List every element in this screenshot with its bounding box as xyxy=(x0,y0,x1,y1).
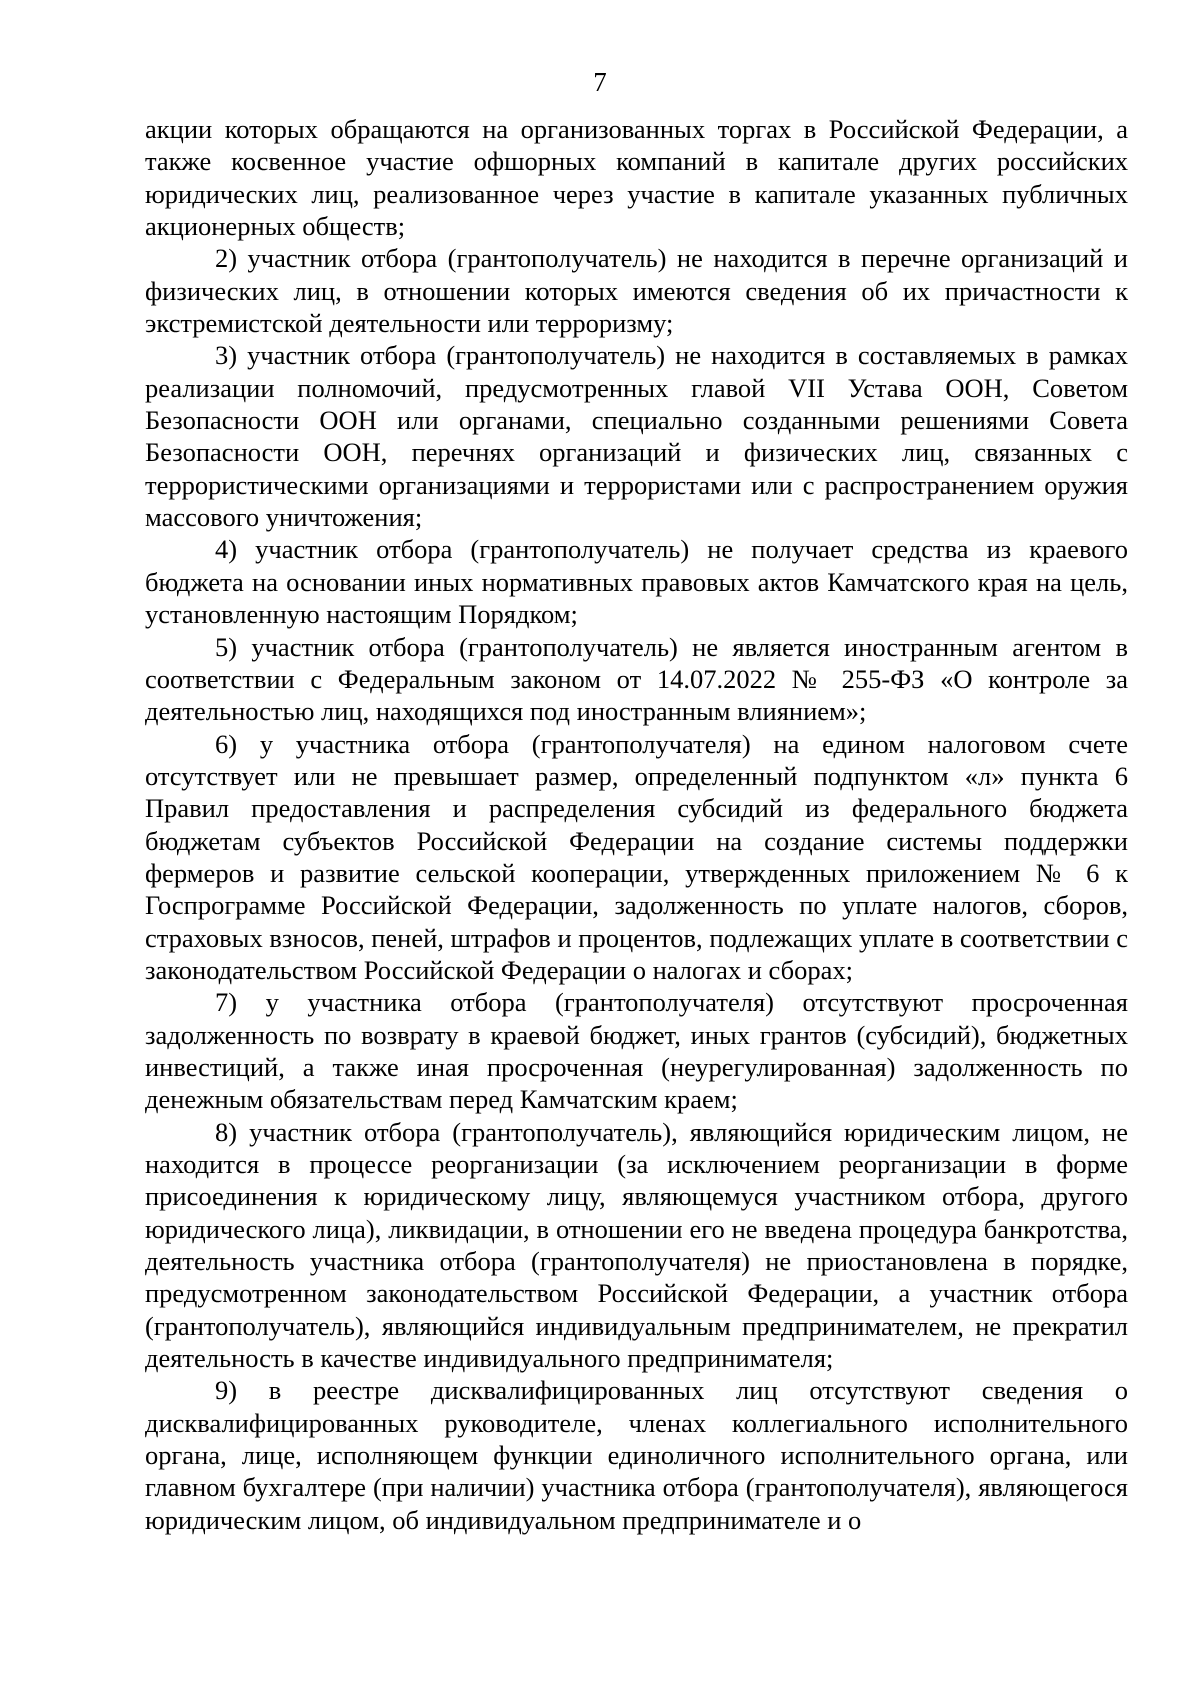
paragraph-item-9: 9) в реестре дисквалифицированных лиц отсутствуют сведения о дисквалифицированных руководителе, членах коллегиального исполнительного органа, лице, исполняющем функции единоличного исполнительного органа, или главном бухгалтере (при наличии) участника отбора (грантополучателя), являющегося юридическим лицом, об индивидуальном предпринимателе и о xyxy=(145,1375,1128,1535)
paragraph-item-4: 4) участник отбора (грантополучатель) не получает средства из краевого бюджета на основании иных нормативных правовых актов Камчатского края на цель, установленную настоящим Порядком; xyxy=(145,534,1128,630)
paragraph-item-3: 3) участник отбора (грантополучатель) не находится в составляемых в рамках реализации полномочий, предусмотренных главой VII Устава ООН, Советом Безопасности ООН или органами, специально созданными решениями Совета Безопасности ООН, перечнях организаций и физических лиц, связанных с террористическими организациями и террористами или с распространением оружия массового уничтожения; xyxy=(145,340,1128,533)
page-number: 7 xyxy=(593,67,607,97)
paragraph-continuation: акции которых обращаются на организованных торгах в Российской Федерации, а также косвенное участие офшорных компаний в капитале других российских юридических лиц, реализованное через участие в капитале указанных публичных акционерных обществ; xyxy=(145,114,1128,242)
paragraph-item-2: 2) участник отбора (грантополучатель) не находится в перечне организаций и физических лиц, в отношении которых имеются сведения об их причастности к экстремистской деятельности или терроризму; xyxy=(145,243,1128,339)
paragraph-item-6: 6) у участника отбора (грантополучателя) на едином налоговом счете отсутствует или не превышает размер, определенный подпунктом «л» пункта 6 Правил предоставления и распределения субсидий из федерального бюджета бюджетам субъектов Российской Федерации на создание системы поддержки фермеров и развитие сельской кооперации, утвержденных приложением № 6 к Госпрограмме Российской Федерации, задолженность по уплате налогов, сборов, страховых взносов, пеней, штрафов и процентов, подлежащих уплате в соответствии с законодательством Российской Федерации о налогах и сборах; xyxy=(145,728,1128,985)
paragraph-item-5: 5) участник отбора (грантополучатель) не является иностранным агентом в соответствии с Федеральным законом от 14.07.2022 № 255-ФЗ «О контроле за деятельностью лиц, находящихся под иностранным влиянием»; xyxy=(145,631,1128,727)
document-body xyxy=(145,113,1128,1536)
paragraph-item-7: 7) у участника отбора (грантополучателя) отсутствуют просроченная задолженность по возврату в краевой бюджет, иных грантов (субсидий), бюджетных инвестиций, а также иная просроченная (неурегулированная) задолженность по денежным обязательствам перед Камчатским краем; xyxy=(145,987,1128,1115)
paragraph-item-8: 8) участник отбора (грантополучатель), являющийся юридическим лицом, не находится в процессе реорганизации (за исключением реорганизации в форме присоединения к юридическому лицу, являющемуся участником отбора, другого юридического лица), ликвидации, в отношении его не введена процедура банкротства, деятельность участника отбора (грантополучателя) не приостановлена в порядке, предусмотренном законодательством Российской Федерации, а участник отбора (грантополучатель), являющийся индивидуальным предпринимателем, не прекратил деятельность в качестве индивидуального предпринимателя; xyxy=(145,1116,1128,1374)
